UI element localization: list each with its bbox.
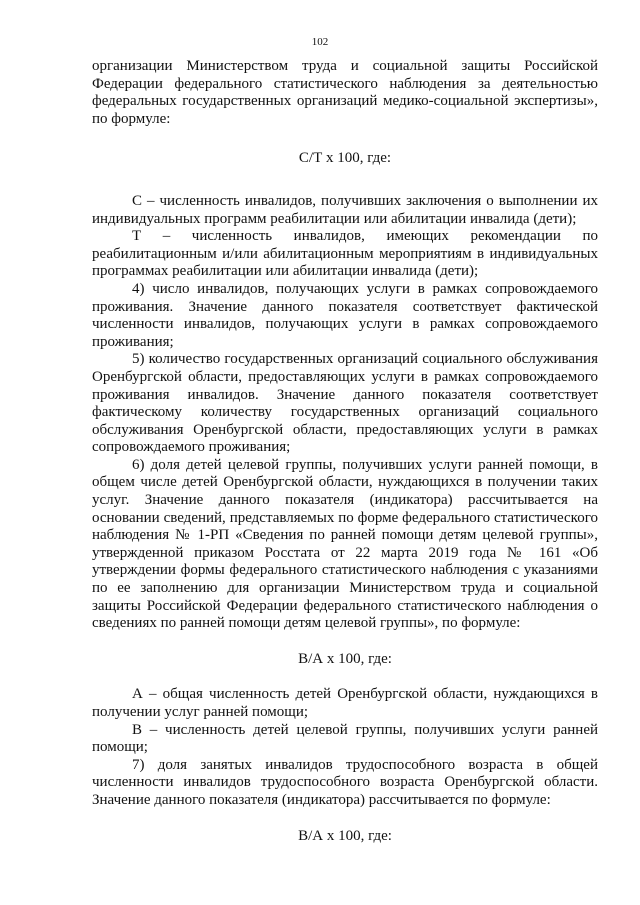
definition-c: С – численность инвалидов, получивших заключения о выполнении их индивидуальных программ реабилитации или абилитации инвалида (дети); (92, 192, 598, 227)
definition-b: В – численность детей целевой группы, получивших услуги ранней помощи; (92, 721, 598, 756)
item-5: 5) количество государственных организаций социального обслуживания Оренбургской области, предоставляющих услуги в рамках сопровождаемого проживания инвалидов. Значение данного показателя соответствует фактическому количеству государственных организаций социального обслуживания Оренбургской области, предоставляющих услуги в рамках сопровождаемого проживания; (92, 351, 598, 456)
definition-a: А – общая численность детей Оренбургской области, нуждающихся в получении услуг ранней помощи; (92, 686, 598, 720)
item-6: 6) доля детей целевой группы, получивших услуги ранней помощи, в общем числе детей Оренбургской области, нуждающихся в получении таких услуг. Значение данного показателя (индикатора) рассчитывается на основании сведений, представляемых по форме федерального статистического наблюдения № 1-РП «Сведения по ранней помощи детям целевой группы», утвержденной приказом Росстата от 22 марта 2019 года № 161 «Об утверждении формы федерального статистического наблюдения с указаниями по ее заполнению для организации Министерством труда и социальной защиты Российской Федерации федерального статистического наблюдения о сведениях по ранней помощи детям целевой группы», по формуле: (92, 456, 598, 632)
definition-t: Т – численность инвалидов, имеющих рекомендации по реабилитационным и/или абилитационным мероприятиям в индивидуальных программах реабилитации или абилитации инвалида (дети); (92, 228, 598, 280)
item-4: 4) число инвалидов, получающих услуги в рамках сопровождаемого проживания. Значение данного показателя соответствует фактической численности инвалидов, получающих услуги в рамках сопровождаемого проживания; (92, 280, 598, 350)
formula-b-a-2: В/А х 100, где: (298, 827, 392, 844)
page-number: 102 (311, 36, 329, 48)
formula-b-a-1: В/А х 100, где: (298, 650, 392, 667)
item-7: 7) доля занятых инвалидов трудоспособного возраста в общей численности инвалидов трудоспособного возраста Оренбургской области. Значение данного показателя (индикатора) рассчитывается по формуле: (92, 756, 598, 808)
formula-c-t: С/Т х 100, где: (298, 150, 392, 167)
document-body (92, 58, 598, 845)
paragraph-continuation: организации Министерством труда и социальной защиты Российской Федерации федерального статистического наблюдения за деятельностью федеральных государственных организаций медико-социальной экспертизы», по формуле: (92, 58, 598, 127)
